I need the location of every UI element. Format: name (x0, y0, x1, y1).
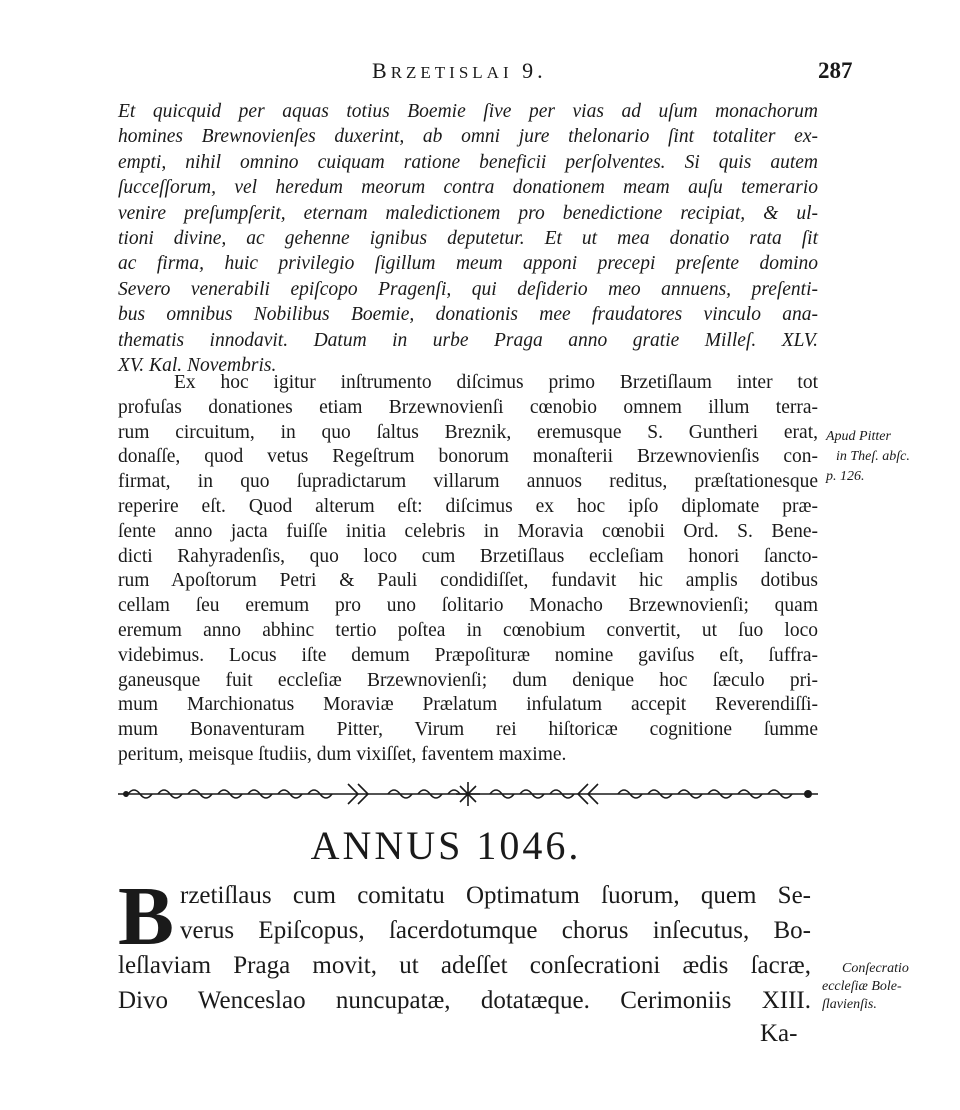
text-line: ac firma, huic privilegio ſigillum meum apponi precepi preſente domino (118, 253, 818, 275)
text-line: bus omnibus Nobilibus Boemie, donationis mee fraudatores vinculo ana- (118, 304, 818, 326)
text-line: mum Bonaventuram Pitter, Virum rei hiſtoricæ cognitione ſumme (118, 719, 818, 741)
text-line: XV. Kal. Novembris. (118, 355, 277, 377)
margin-note-consecration (822, 960, 942, 1014)
text-line: tioni divine, ac gehenne ignibus deputetur. Et ut mea donatio rata ſit (118, 228, 818, 250)
annus-paragraph (118, 870, 811, 1018)
text-line: Divo Wenceslao nuncupatæ, dotatæque. Cerimoniis XIII. (118, 987, 811, 1014)
text-line: profuſas donationes etiam Brzewnovienſi cœnobio omnem illum terra- (118, 396, 818, 418)
text-line: rum circuitum, in quo ſaltus Breznik, eremusque S. Guntheri erat, (118, 421, 818, 443)
text-line: dicti Rahyradenſis, quo loco cum Brzetiſlaus eccleſiam honori ſancto- (118, 545, 818, 567)
margin-note-line: ſlavienſis. (822, 997, 877, 1012)
running-head-title: RZETISLAI (390, 63, 513, 82)
text-line: peritum, meisque ſtudiis, dum vixiſſet, faventem maxime. (118, 743, 567, 765)
text-line: ſente anno jacta fuiſſe initia celebris in Moravia cœnobii Ord. S. Bene- (118, 520, 818, 542)
text-line: thematis innodavit. Datum in urbe Praga anno gratie Milleſ. XLV. (118, 329, 818, 351)
text-line: cellam ſeu eremum pro uno ſolitario Monacho Brzewnovienſi; quam (118, 595, 818, 617)
margin-note-source (826, 427, 946, 487)
margin-note-line: p. 126. (826, 469, 865, 484)
text-line: videbimus. Locus iſte demum Præpoſituræ nomine gaviſus eſt, ſuffra- (118, 644, 818, 666)
text-line: Et quicquid per aquas totius Boemie ſive per vias ad uſum monachorum (118, 101, 818, 122)
margin-note-line: Conſecratio (842, 961, 909, 976)
text-line: homines Brewnovienſes duxerint, ab omni jure thelonario ſint totaliter ex- (118, 126, 818, 148)
commentary-paragraph (118, 371, 818, 768)
margin-note-line: eccleſiæ Bole- (822, 979, 902, 994)
margin-note-line: in Theſ. abſc. (836, 449, 910, 464)
text-line: Severo venerabili epiſcopo Pragenſi, qui deſiderio meo annuens, preſenti- (118, 278, 818, 300)
text-line: donaſſe, quod vetus Regeſtrum bonorum monaſterii Brzewnovienſis con- (118, 446, 818, 468)
text-line: mum Marchionatus Moraviæ Prælatum infulatum accepit Reverendiſſi- (118, 694, 818, 716)
text-line: Ex hoc igitur inſtrumento diſcimus primo Brzetiſlaum inter tot (174, 372, 818, 393)
drop-cap: B (118, 870, 175, 963)
text-line: rzetiſlaus cum comitatu Optimatum ſuorum, quem Se- (180, 882, 811, 909)
running-head (372, 58, 547, 84)
text-line: venire preſumpſerit, eternam maledictionem pro benedictione recipiat, & ul- (118, 202, 818, 224)
text-line: eremum anno abhinc tertio poſtea in cœnobium convertit, ut ſuo loco (118, 619, 818, 641)
text-line: ſucceſſorum, vel heredum meorum contra donationem meam auſu temerario (118, 177, 818, 199)
running-head-initial: B (372, 58, 391, 83)
year-heading: ANNUS 1046. (310, 823, 582, 868)
text-line: leſlaviam Praga movit, ut adeſſet conſecrationi ædis ſacræ, (118, 952, 811, 979)
margin-note-line: Apud Pitter (826, 429, 891, 444)
text-line: verus Epiſcopus, ſacerdotumque chorus inſecutus, Bo- (180, 917, 811, 944)
running-head-numeral: 9. (522, 58, 547, 83)
charter-quotation (118, 99, 818, 378)
page-number: 287 (818, 58, 853, 83)
catchword: Ka- (760, 1020, 798, 1047)
ornamental-rule (118, 780, 818, 808)
text-line: firmat, in quo ſupradictarum villarum annuos reditus, præſtationesque (118, 471, 818, 493)
text-line: empti, nihil omnino cuiquam ratione beneficii perſolventes. Si quis autem (118, 151, 818, 173)
text-line: ganeusque fuit eccleſiæ Brzewnovienſi; dum denique hoc ſæculo pri- (118, 669, 818, 691)
text-line: rum Apoſtorum Petri & Pauli condidiſſet, fundavit hic amplis dotibus (118, 570, 818, 592)
text-line: reperire eſt. Quod alterum eſt: diſcimus ex hoc ipſo diplomate præ- (118, 495, 818, 517)
